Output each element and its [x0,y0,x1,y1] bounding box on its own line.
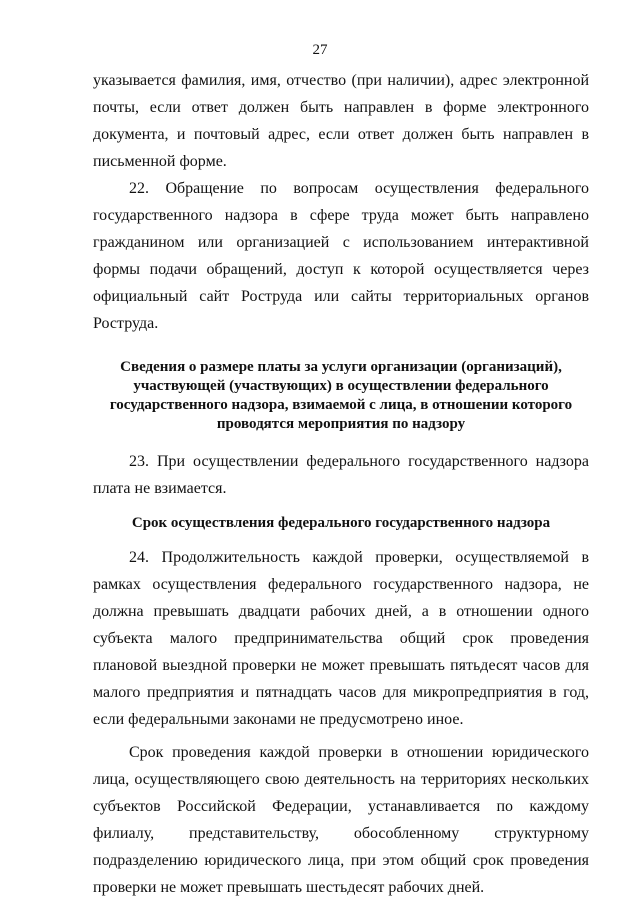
paragraph-term-details: Срок проведения каждой проверки в отношении юридического лица, осуществляющего свою деятельность на территориях нескольких субъектов Российской Федерации, устанавливается по каждому филиалу, представительству, обособленному структурному подразделению юридического лица, при этом общий срок проведения проверки не может превышать шестьдесят рабочих дней. [93,744,589,896]
document-body [93,67,589,901]
paragraph-24: 24. Продолжительность каждой проверки, осуществляемой в рамках осуществления федерального государственного надзора, не должна превышать двадцати рабочих дней, а в отношении одного субъекта малого предпринимательства общий срок проведения плановой выездной проверки не может превышать пятьдесят часов для малого предприятия и пятнадцать часов для микропредприятия в год, если федеральными законами не предусмотрено иное. [93,549,589,728]
paragraph-22: 22. Обращение по вопросам осуществления федерального государственного надзора в сфере труда может быть направлено гражданином или организацией с использованием интерактивной формы подачи обращений, доступ к которой осуществляется через официальный сайт Роструда или сайты территориальных органов Роструда. [93,180,589,332]
paragraph-continuation: указывается фамилия, имя, отчество (при наличии), адрес электронной почты, если ответ должен быть направлен в форме электронного документа, и почтовый адрес, если ответ должен быть направлен в письменной форме. [93,72,589,170]
section-heading-term: Срок осуществления федерального государственного надзора [131,515,551,531]
section-heading-fee: Сведения о размере платы за услуги организации (организаций), участвующей (участвующих) в осуществлении федерального государственного надзора, взимаемой с лица, в отношении которого проводятся мероприятия по надзору [109,359,573,432]
paragraph-23: 23. При осуществлении федерального государственного надзора плата не взимается. [93,453,589,497]
page-number: 27 [312,42,328,58]
